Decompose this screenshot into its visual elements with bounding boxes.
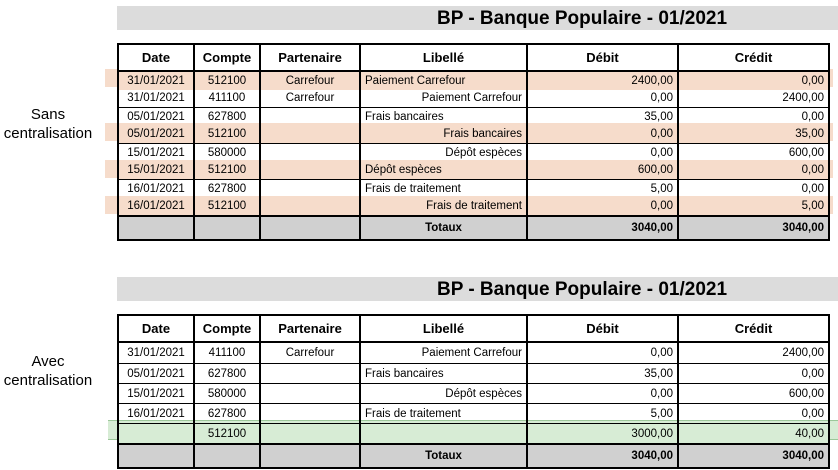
cell-libelle xyxy=(360,424,527,445)
table-row xyxy=(118,126,829,144)
cell-partenaire xyxy=(260,126,360,144)
cell-credit: 0,00 xyxy=(678,364,829,384)
col-header-libelle: Libellé xyxy=(360,44,527,71)
cell-partenaire: Carrefour xyxy=(260,342,360,364)
cell-libelle: Frais de traitement xyxy=(360,180,527,198)
cell-partenaire xyxy=(260,144,360,162)
cell-libelle: Dépôt espèces xyxy=(360,144,527,162)
cell-credit: 0,00 xyxy=(678,180,829,198)
cell-date: 15/01/2021 xyxy=(118,162,194,180)
col-header-credit: Crédit xyxy=(678,315,829,342)
cell-compte: 627800 xyxy=(194,108,260,126)
totals-label: Totaux xyxy=(360,444,527,468)
cell-date: 31/01/2021 xyxy=(118,342,194,364)
cell-libelle: Frais de traitement xyxy=(360,404,527,424)
cell-credit: 2400,00 xyxy=(678,90,829,108)
cell-debit: 600,00 xyxy=(527,162,678,180)
header-row xyxy=(118,44,829,71)
totals-credit: 3040,00 xyxy=(678,444,829,468)
cell-debit: 5,00 xyxy=(527,404,678,424)
totals-row xyxy=(118,216,829,240)
cell-compte: 580000 xyxy=(194,384,260,404)
cell-compte: 512100 xyxy=(194,424,260,445)
ledger-table-sans-centralisation xyxy=(117,43,830,241)
cell-date: 05/01/2021 xyxy=(118,364,194,384)
cell-compte: 512100 xyxy=(194,126,260,144)
col-header-partenaire: Partenaire xyxy=(260,44,360,71)
cell-empty xyxy=(118,216,194,240)
cell-libelle: Frais bancaires xyxy=(360,108,527,126)
cell-date: 16/01/2021 xyxy=(118,404,194,424)
cell-debit: 5,00 xyxy=(527,180,678,198)
cell-libelle: Frais de traitement xyxy=(360,198,527,217)
totals-label: Totaux xyxy=(360,216,527,240)
cell-date: 16/01/2021 xyxy=(118,198,194,217)
table-row xyxy=(118,342,829,364)
cell-compte: 411100 xyxy=(194,342,260,364)
cell-debit: 0,00 xyxy=(527,198,678,217)
cell-partenaire xyxy=(260,180,360,198)
table-row xyxy=(118,90,829,108)
cell-compte: 627800 xyxy=(194,364,260,384)
totals-row xyxy=(118,444,829,468)
cell-compte: 512100 xyxy=(194,71,260,90)
table-row xyxy=(118,144,829,162)
cell-libelle: Frais bancaires xyxy=(360,364,527,384)
col-header-date: Date xyxy=(118,315,194,342)
cell-empty xyxy=(118,444,194,468)
cell-libelle: Frais bancaires xyxy=(360,126,527,144)
cell-libelle: Dépôt espèces xyxy=(360,384,527,404)
cell-compte: 627800 xyxy=(194,180,260,198)
cell-credit: 2400,00 xyxy=(678,342,829,364)
cell-credit: 0,00 xyxy=(678,162,829,180)
header-row xyxy=(118,315,829,342)
cell-debit: 0,00 xyxy=(527,384,678,404)
cell-compte: 512100 xyxy=(194,198,260,217)
cell-credit: 35,00 xyxy=(678,126,829,144)
cell-partenaire: Carrefour xyxy=(260,71,360,90)
cell-partenaire xyxy=(260,384,360,404)
col-header-compte: Compte xyxy=(194,315,260,342)
cell-date: 31/01/2021 xyxy=(118,90,194,108)
cell-debit: 0,00 xyxy=(527,126,678,144)
cell-compte: 627800 xyxy=(194,404,260,424)
cell-debit: 0,00 xyxy=(527,342,678,364)
cell-debit: 2400,00 xyxy=(527,71,678,90)
col-header-libelle: Libellé xyxy=(360,315,527,342)
cell-date: 05/01/2021 xyxy=(118,126,194,144)
ledger-table-avec-centralisation xyxy=(117,314,830,469)
cell-empty xyxy=(260,444,360,468)
cell-libelle: Paiement Carrefour xyxy=(360,342,527,364)
cell-libelle: Dépôt espèces xyxy=(360,162,527,180)
col-header-date: Date xyxy=(118,44,194,71)
cell-partenaire xyxy=(260,162,360,180)
cell-debit: 0,00 xyxy=(527,144,678,162)
table-row xyxy=(118,162,829,180)
table-row xyxy=(118,180,829,198)
table-row xyxy=(118,71,829,90)
cell-credit: 0,00 xyxy=(678,108,829,126)
table-row xyxy=(118,404,829,424)
cell-partenaire xyxy=(260,404,360,424)
title-bar xyxy=(117,6,838,30)
cell-credit: 600,00 xyxy=(678,144,829,162)
cell-empty xyxy=(194,444,260,468)
table-row xyxy=(118,384,829,404)
cell-credit: 40,00 xyxy=(678,424,829,445)
table-row xyxy=(118,198,829,217)
cell-debit: 35,00 xyxy=(527,364,678,384)
page-title: BP - Banque Populaire - 01/2021 xyxy=(437,8,728,29)
cell-date xyxy=(118,424,194,445)
col-header-debit: Débit xyxy=(527,315,678,342)
cell-partenaire xyxy=(260,108,360,126)
cell-compte: 512100 xyxy=(194,162,260,180)
cell-compte: 580000 xyxy=(194,144,260,162)
cell-debit: 3000,00 xyxy=(527,424,678,445)
cell-credit: 5,00 xyxy=(678,198,829,217)
cell-libelle: Paiement Carrefour xyxy=(360,90,527,108)
col-header-credit: Crédit xyxy=(678,44,829,71)
table-row xyxy=(118,364,829,384)
title-bar xyxy=(117,277,838,301)
table-row xyxy=(118,108,829,126)
cell-partenaire xyxy=(260,364,360,384)
section-label-sans-centralisation: Sans centralisation xyxy=(3,106,93,142)
cell-libelle: Paiement Carrefour xyxy=(360,71,527,90)
table-row-centralisation xyxy=(118,424,829,445)
cell-credit: 0,00 xyxy=(678,404,829,424)
cell-partenaire xyxy=(260,424,360,445)
cell-debit: 0,00 xyxy=(527,90,678,108)
cell-date: 15/01/2021 xyxy=(118,384,194,404)
totals-debit: 3040,00 xyxy=(527,444,678,468)
col-header-partenaire: Partenaire xyxy=(260,315,360,342)
cell-date: 15/01/2021 xyxy=(118,144,194,162)
cell-partenaire: Carrefour xyxy=(260,90,360,108)
cell-empty xyxy=(194,216,260,240)
cell-partenaire xyxy=(260,198,360,217)
cell-date: 31/01/2021 xyxy=(118,71,194,90)
col-header-compte: Compte xyxy=(194,44,260,71)
col-header-debit: Débit xyxy=(527,44,678,71)
cell-credit: 600,00 xyxy=(678,384,829,404)
cell-date: 16/01/2021 xyxy=(118,180,194,198)
totals-debit: 3040,00 xyxy=(527,216,678,240)
cell-credit: 0,00 xyxy=(678,71,829,90)
section-label-avec-centralisation: Avec centralisation xyxy=(3,353,93,389)
page-title: BP - Banque Populaire - 01/2021 xyxy=(437,279,728,300)
cell-date: 05/01/2021 xyxy=(118,108,194,126)
cell-compte: 411100 xyxy=(194,90,260,108)
cell-debit: 35,00 xyxy=(527,108,678,126)
totals-credit: 3040,00 xyxy=(678,216,829,240)
cell-empty xyxy=(260,216,360,240)
